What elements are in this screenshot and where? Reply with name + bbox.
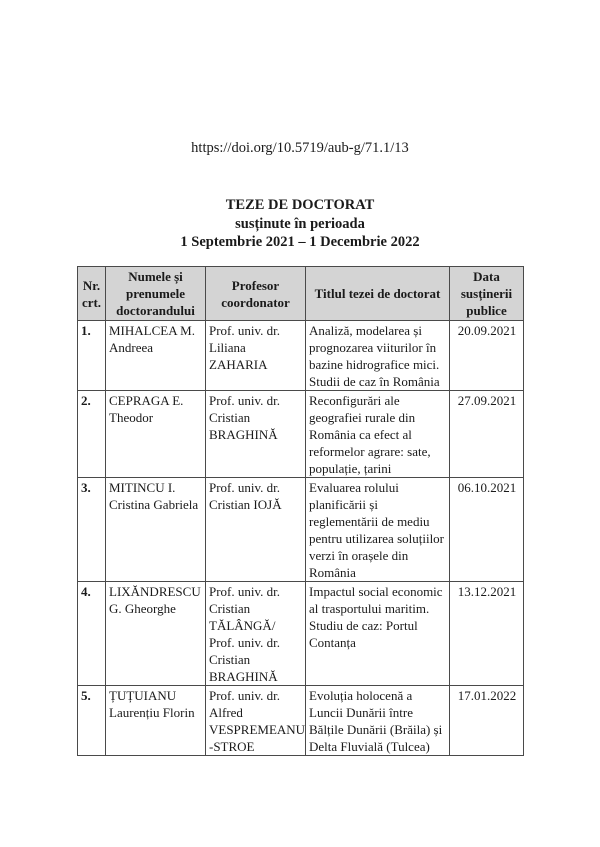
header-date: Data susținerii publice xyxy=(450,267,524,321)
header-nr: Nr. crt. xyxy=(78,267,106,321)
cell-thesis: Analiză, modelarea și prognozarea viiturilor în bazine hidrografice mici. Studii de caz în România xyxy=(306,321,450,391)
table-row xyxy=(78,582,524,686)
cell-name: MIHALCEA M. Andreea xyxy=(106,321,206,391)
cell-thesis: Evaluarea rolului planificării și reglementării de mediu pentru utilizarea soluțiilor verzi în orașele din România xyxy=(306,478,450,582)
cell-date: 17.01.2022 xyxy=(450,686,524,756)
theses-table xyxy=(77,266,524,756)
cell-nr: 2. xyxy=(78,391,106,478)
cell-thesis: Reconfigurări ale geografiei rurale din România ca efect al reformelor agrare: sate, populație, țarini xyxy=(306,391,450,478)
table-row xyxy=(78,321,524,391)
cell-date: 06.10.2021 xyxy=(450,478,524,582)
table-row xyxy=(78,686,524,756)
table-header-row xyxy=(78,267,524,321)
table-row xyxy=(78,478,524,582)
doi-link[interactable]: https://doi.org/10.5719/aub-g/71.1/13 xyxy=(191,140,409,156)
title-line-2: susținute în perioada xyxy=(235,215,365,232)
cell-thesis: Evoluția holocenă a Luncii Dunării între Bălțile Dunării (Brăila) și Delta Fluvială (Tulcea) xyxy=(306,686,450,756)
title-line-3: 1 Septembrie 2021 – 1 Decembrie 2022 xyxy=(180,234,420,250)
cell-coordinator: Prof. univ. dr. Cristian BRAGHINĂ xyxy=(206,391,306,478)
cell-nr: 1. xyxy=(78,321,106,391)
cell-name: ȚUȚUIANU Laurențiu Florin xyxy=(106,686,206,756)
cell-thesis: Impactul social economic al trasportului maritim. Studiu de caz: Portul Contanța xyxy=(306,582,450,686)
cell-coordinator: Prof. univ. dr. Cristian TĂLÂNGĂ/ Prof. univ. dr. Cristian BRAGHINĂ xyxy=(206,582,306,686)
cell-nr: 3. xyxy=(78,478,106,582)
cell-nr: 5. xyxy=(78,686,106,756)
title-line-1: TEZE DE DOCTORAT xyxy=(225,197,375,213)
header-name: Numele și prenumele doctorandului xyxy=(106,267,206,321)
header-thesis: Titlul tezei de doctorat xyxy=(306,267,450,321)
table-row xyxy=(78,391,524,478)
cell-name: LIXĂNDRESCU G. Gheorghe xyxy=(106,582,206,686)
cell-nr: 4. xyxy=(78,582,106,686)
cell-name: CEPRAGA E. Theodor xyxy=(106,391,206,478)
cell-date: 20.09.2021 xyxy=(450,321,524,391)
cell-date: 27.09.2021 xyxy=(450,391,524,478)
cell-date: 13.12.2021 xyxy=(450,582,524,686)
cell-coordinator: Prof. univ. dr. Cristian IOJĂ xyxy=(206,478,306,582)
header-coordinator: Profesor coordonator xyxy=(206,267,306,321)
cell-coordinator: Prof. univ. dr. Liliana ZAHARIA xyxy=(206,321,306,391)
cell-name: MITINCU I. Cristina Gabriela xyxy=(106,478,206,582)
cell-coordinator: Prof. univ. dr. Alfred VESPREMEANU -STROE xyxy=(206,686,306,756)
document-title xyxy=(0,196,600,252)
